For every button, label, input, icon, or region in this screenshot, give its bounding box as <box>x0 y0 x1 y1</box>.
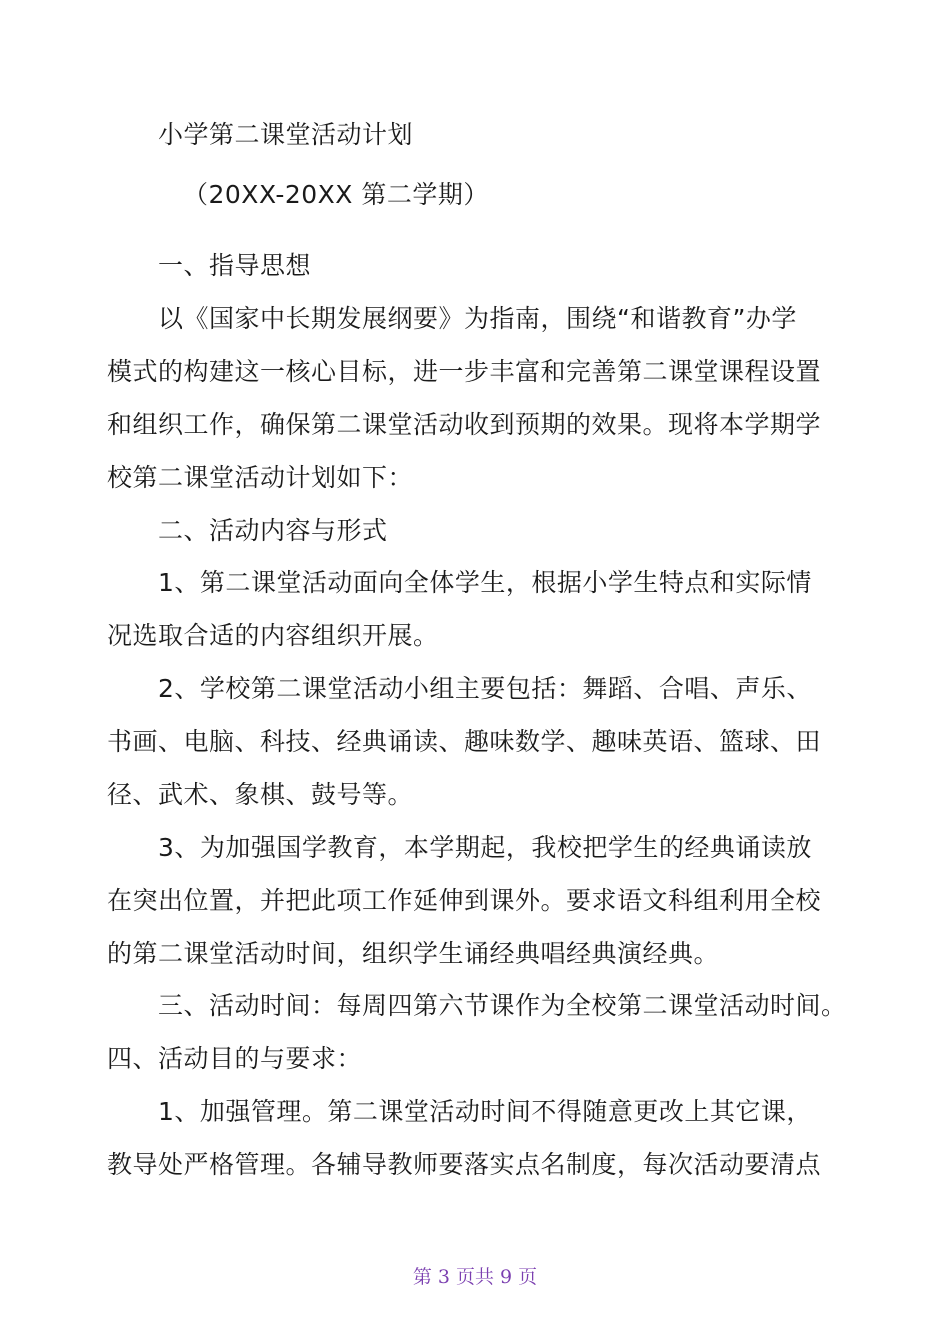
paragraph-line: 校第二课堂活动计划如下： <box>107 463 414 492</box>
paragraph-line: 1、第二课堂活动面向全体学生，根据小学生特点和实际情 <box>158 568 812 597</box>
section-heading-3: 三、活动时间：每周四第六节课作为全校第二课堂活动时间。 <box>158 991 847 1020</box>
document-title: 小学第二课堂活动计划 <box>158 120 414 149</box>
paragraph-line: 径、武术、象棋、鼓号等。 <box>107 780 414 809</box>
paragraph-line: 的第二课堂活动时间，组织学生诵经典唱经典演经典。 <box>107 939 720 968</box>
paragraph-line: 2、学校第二课堂活动小组主要包括：舞蹈、合唱、声乐、 <box>158 674 812 703</box>
section-heading-4: 四、活动目的与要求： <box>107 1044 363 1073</box>
paragraph-line: 以《国家中长期发展纲要》为指南，围绕“和谐教育”办学 <box>158 304 797 333</box>
paragraph-line: 1、加强管理。第二课堂活动时间不得随意更改上其它课， <box>158 1097 812 1126</box>
section-heading-1: 一、指导思想 <box>158 251 312 280</box>
paragraph-line: 书画、电脑、科技、经典诵读、趣味数学、趣味英语、篮球、田 <box>107 727 822 756</box>
page-number: 第 3 页共 9 页 <box>412 1266 538 1288</box>
paragraph-line: 况选取合适的内容组织开展。 <box>107 621 439 650</box>
section-heading-2: 二、活动内容与形式 <box>158 516 388 545</box>
document-subtitle: （20XX-20XX 第二学期） <box>183 180 489 209</box>
paragraph-line: 教导处严格管理。各辅导教师要落实点名制度，每次活动要清点 <box>107 1150 822 1179</box>
paragraph-line: 和组织工作，确保第二课堂活动收到预期的效果。现将本学期学 <box>107 410 822 439</box>
paragraph-line: 模式的构建这一核心目标，进一步丰富和完善第二课堂课程设置 <box>107 357 822 386</box>
paragraph-line: 3、为加强国学教育，本学期起，我校把学生的经典诵读放 <box>158 833 812 862</box>
paragraph-line: 在突出位置，并把此项工作延伸到课外。要求语文科组利用全校 <box>107 886 822 915</box>
